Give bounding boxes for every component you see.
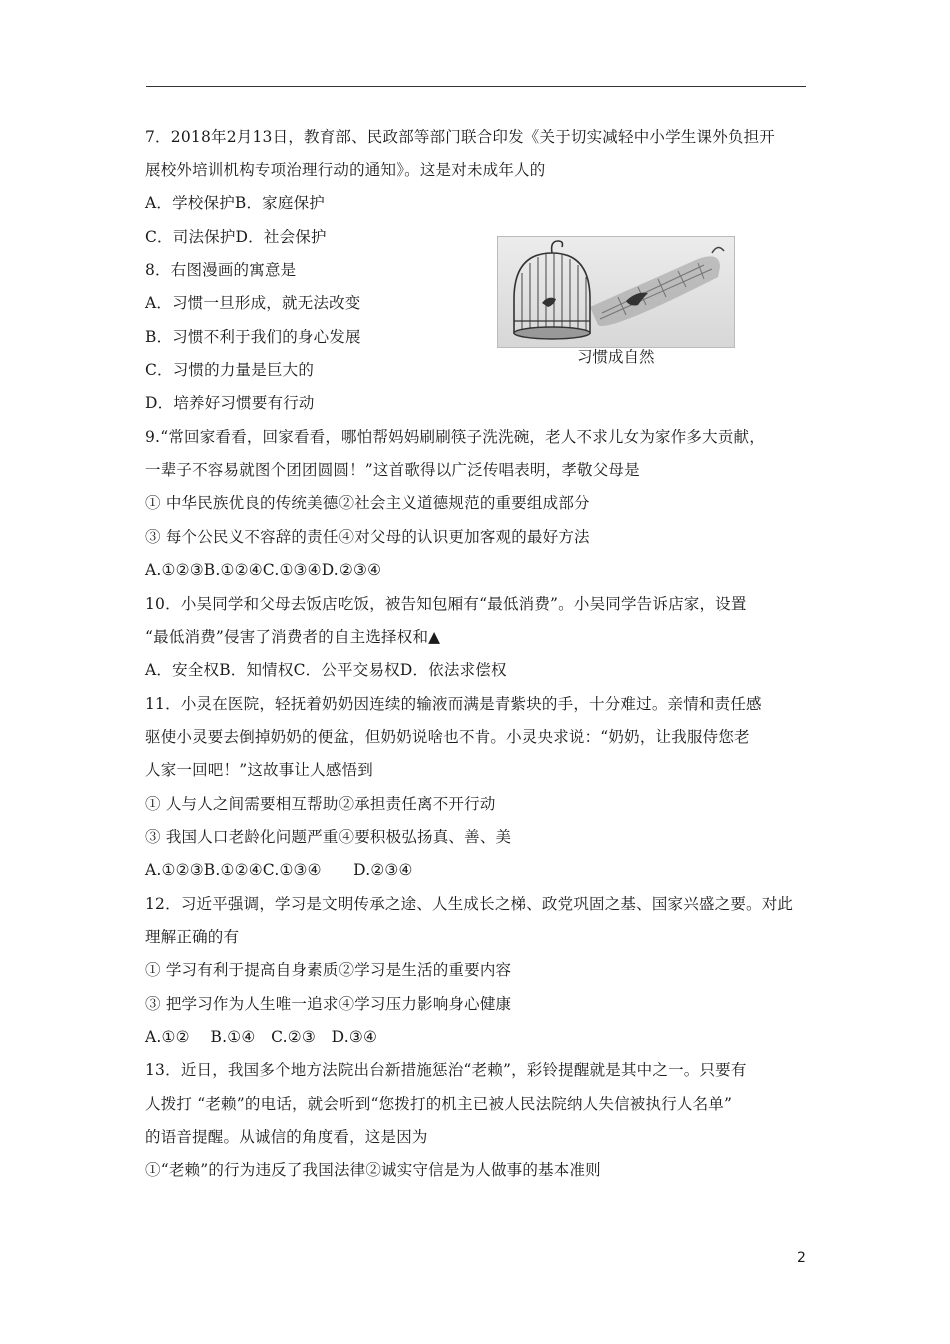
text-line: C．司法保护D．社会保护 <box>145 228 327 246</box>
text-line: B．习惯不利于我们的身心发展 <box>145 328 361 346</box>
page-number: 2 <box>797 1250 806 1266</box>
text-line: 一辈子不容易就图个团团圆圆！”这首歌得以广泛传唱表明，孝敬父母是 <box>145 461 640 479</box>
text-line: 人拨打 “老赖”的电话，就会听到“您拨打的机主已被人民法院纳人失信被执行人名单” <box>145 1095 733 1113</box>
text-line: 11．小灵在医院，轻抚着奶奶因连续的输液而满是青紫块的手，十分难过。亲情和责任感 <box>145 695 762 713</box>
text-line: 人家一回吧！”这故事让人感悟到 <box>145 761 373 779</box>
text-line: 10．小吴同学和父母去饭店吃饭，被告知包厢有“最低消费”。小吴同学告诉店家，设置 <box>145 595 747 613</box>
text-line: A.①② B.①④ C.②③ D.③④ <box>145 1028 378 1046</box>
text-line: 7．2018年2月13日，教育部、民政部等部门联合印发《关于切实减轻中小学生课外负担开 <box>145 128 775 146</box>
text-line: ① 中华民族优良的传统美德②社会主义道德规范的重要组成部分 <box>145 494 590 512</box>
cartoon-illustration <box>497 236 735 348</box>
text-line: ① 学习有利于提高自身素质②学习是生活的重要内容 <box>145 961 512 979</box>
text-line: D．培养好习惯要有行动 <box>145 394 315 412</box>
text-line: ①“老赖”的行为违反了我国法律②诚实守信是为人做事的基本准则 <box>145 1161 601 1179</box>
text-line: 的语音提醒。从诚信的角度看，这是因为 <box>145 1128 428 1146</box>
text-line: “最低消费”侵害了消费者的自主选择权和▲ <box>145 628 441 646</box>
text-line: A．安全权B．知情权C．公平交易权D．依法求偿权 <box>145 661 507 679</box>
text-line: A．习惯一旦形成，就无法改变 <box>145 294 361 312</box>
figure-caption: 习惯成自然 <box>577 348 655 366</box>
text-line: ③ 每个公民义不容辞的责任④对父母的认识更加客观的最好方法 <box>145 528 590 546</box>
text-line: 9.“常回家看看，回家看看，哪怕帮妈妈刷刷筷子洗洗碗，老人不求儿女为家作多大贡献， <box>145 428 765 446</box>
birdcage-icon <box>498 237 734 347</box>
text-line: C．习惯的力量是巨大的 <box>145 361 315 379</box>
text-line: 理解正确的有 <box>145 928 240 946</box>
text-line: ① 人与人之间需要相互帮助②承担责任离不开行动 <box>145 795 496 813</box>
text-line: 展校外培训机构专项治理行动的通知》。这是对未成年人的 <box>145 161 546 179</box>
text-line: ③ 把学习作为人生唯一追求④学习压力影响身心健康 <box>145 995 512 1013</box>
text-line: 12．习近平强调，学习是文明传承之途、人生成长之梯、政党巩固之基、国家兴盛之要。对此 <box>145 895 794 913</box>
text-line: A．学校保护B．家庭保护 <box>145 194 325 212</box>
text-line: 8．右图漫画的寓意是 <box>145 261 297 279</box>
text-line: A.①②③B.①②④C.①③④ D.②③④ <box>145 861 413 879</box>
text-line: 驱使小灵要去倒掉奶奶的便盆，但奶奶说啥也不肯。小灵央求说：“奶奶，让我服侍您老 <box>145 728 750 746</box>
text-line: ③ 我国人口老龄化问题严重④要积极弘扬真、善、美 <box>145 828 512 846</box>
header-rule <box>146 86 806 87</box>
text-line: A.①②③B.①②④C.①③④D.②③④ <box>145 561 382 579</box>
text-line: 13．近日，我国多个地方法院出台新措施惩治“老赖”，彩铃提醒就是其中之一。只要有 <box>145 1061 747 1079</box>
